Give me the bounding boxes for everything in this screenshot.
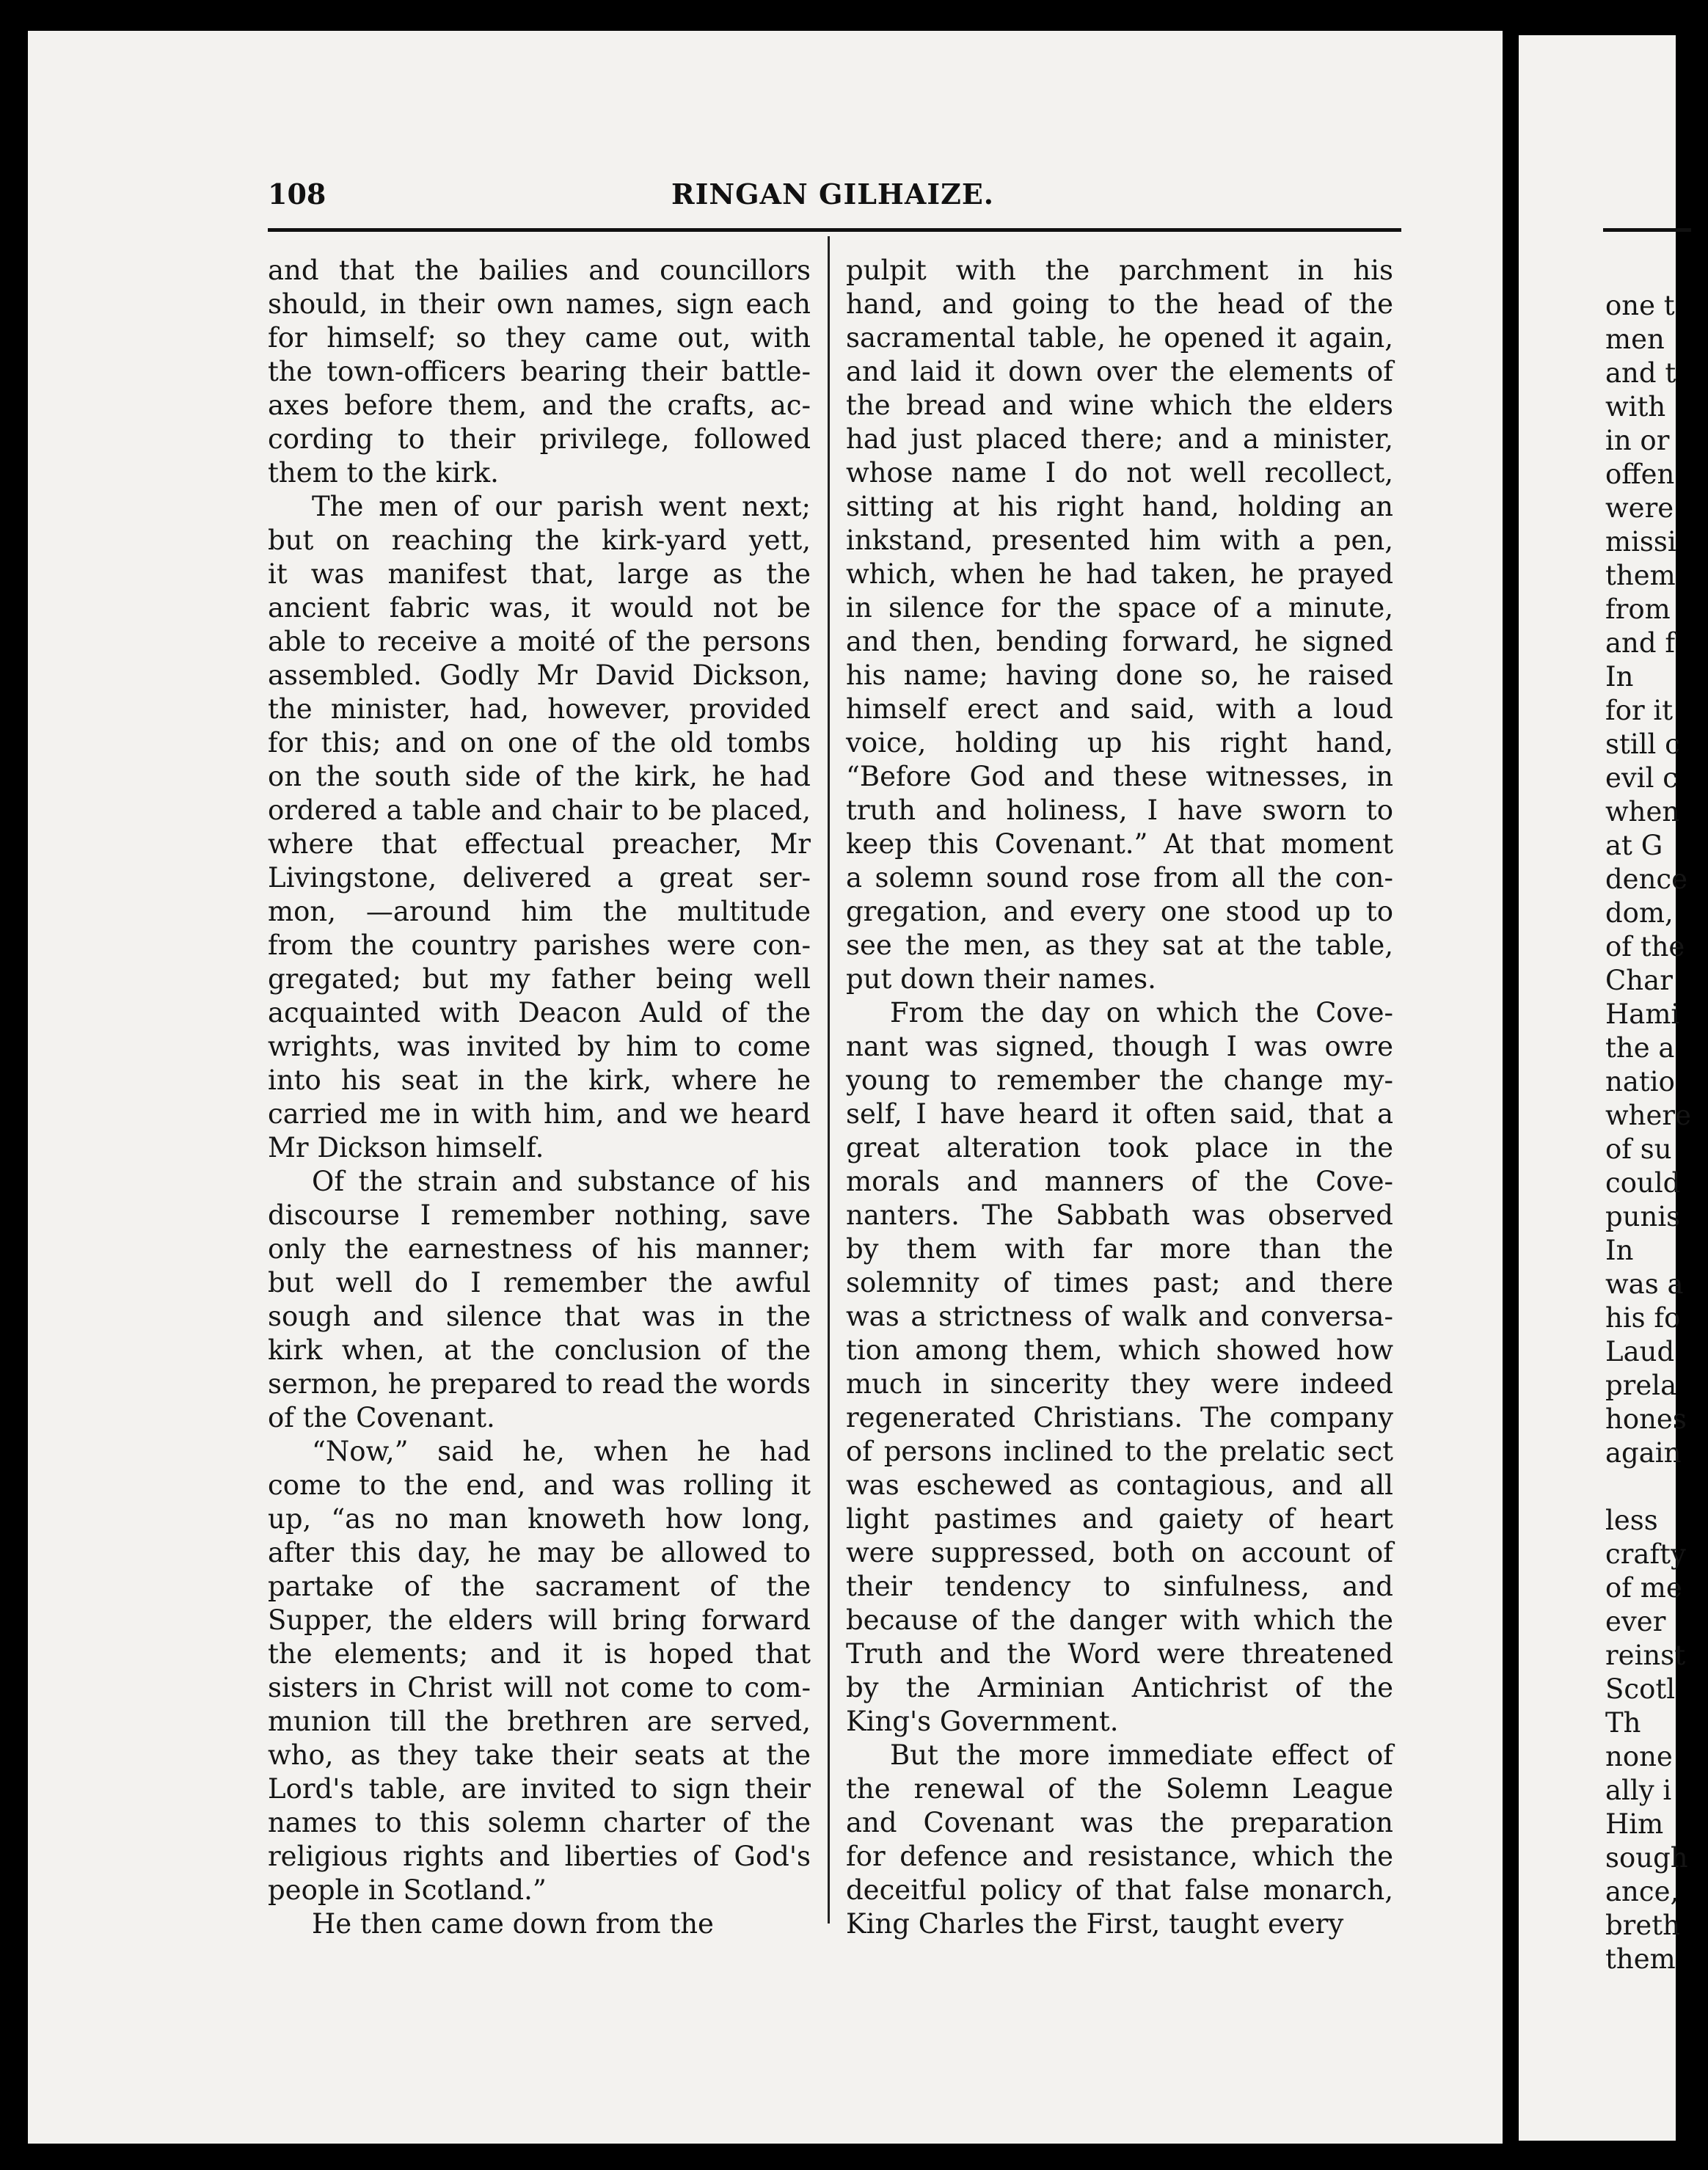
text-line: He then came down from the bbox=[312, 1908, 714, 1940]
text-line: much in sincerity they were indeed bbox=[846, 1368, 1393, 1400]
text-line: gregation, and every one stood up to bbox=[846, 896, 1393, 927]
text-line: deceitful policy of that false monarch, bbox=[846, 1874, 1393, 1906]
text-line: acquainted with Deacon Auld of the bbox=[268, 997, 811, 1029]
text-line: his name; having done so, he raised bbox=[846, 660, 1393, 691]
text-line: sacramental table, he opened it again, bbox=[846, 322, 1393, 354]
facing-page bbox=[1519, 35, 1691, 2141]
text-line: himself erect and said, with a loud bbox=[846, 693, 1393, 725]
text-line: sermon, he prepared to read the words bbox=[268, 1368, 811, 1400]
text-line-fragment: punis bbox=[1605, 1201, 1681, 1232]
text-line: solemnity of times past; and there bbox=[846, 1267, 1393, 1298]
text-line: axes before them, and the crafts, ac- bbox=[268, 390, 811, 421]
text-line-fragment: ally i bbox=[1605, 1775, 1672, 1806]
text-line: King Charles the First, taught every bbox=[846, 1908, 1344, 1940]
text-line: a solemn sound rose from all the con- bbox=[846, 862, 1393, 894]
text-line-fragment: less bbox=[1605, 1505, 1658, 1536]
text-line-fragment: offen bbox=[1605, 459, 1675, 490]
text-line: gregated; but my father being well bbox=[268, 963, 811, 995]
facing-page-header-rule bbox=[1603, 228, 1691, 232]
text-line: and then, bending forward, he signed bbox=[846, 626, 1393, 657]
text-line: up, “as no man knoweth how long, bbox=[268, 1503, 811, 1535]
text-line: the elements; and it is hoped that bbox=[268, 1638, 811, 1670]
text-line-fragment: still c bbox=[1605, 728, 1680, 760]
text-line: pulpit with the parchment in his bbox=[846, 255, 1393, 286]
text-line: hand, and going to the head of the bbox=[846, 288, 1393, 320]
text-line: carried me in with him, and we heard bbox=[268, 1098, 811, 1130]
text-line-fragment: where bbox=[1605, 1100, 1691, 1131]
text-line: cording to their privilege, followed bbox=[268, 423, 811, 455]
text-line: from the country parishes were con- bbox=[268, 929, 811, 961]
text-line: into his seat in the kirk, where he bbox=[268, 1064, 811, 1096]
text-line: Livingstone, delivered a great ser- bbox=[268, 862, 811, 894]
text-line-fragment: at G bbox=[1605, 830, 1663, 861]
text-line: able to receive a moité of the persons bbox=[268, 626, 811, 657]
text-line: morals and manners of the Cove- bbox=[846, 1166, 1393, 1197]
text-line-fragment: ance, bbox=[1605, 1876, 1679, 1907]
header-rule bbox=[268, 228, 1401, 232]
text-line: by them with far more than the bbox=[846, 1233, 1393, 1265]
text-line: their tendency to sinfulness, and bbox=[846, 1571, 1393, 1602]
text-line-fragment: dence bbox=[1605, 863, 1688, 895]
text-line-fragment: the a bbox=[1605, 1032, 1675, 1064]
text-line: the minister, had, however, provided bbox=[268, 693, 811, 725]
text-line: Truth and the Word were threatened bbox=[846, 1638, 1393, 1670]
text-line-fragment: natio bbox=[1605, 1066, 1675, 1097]
text-line: for defence and resistance, which the bbox=[846, 1841, 1393, 1872]
text-line: and that the bailies and councillors bbox=[268, 255, 811, 286]
text-line: after this day, he may be allowed to bbox=[268, 1537, 811, 1568]
text-line: wrights, was invited by him to come bbox=[268, 1031, 811, 1062]
text-line: mon, —around him the multitude bbox=[268, 896, 811, 927]
left-column bbox=[268, 254, 811, 1941]
text-line-fragment: prela bbox=[1605, 1370, 1677, 1401]
text-line: kirk when, at the conclusion of the bbox=[268, 1334, 811, 1366]
text-line: inkstand, presented him with a pen, bbox=[846, 525, 1393, 556]
text-line: them to the kirk. bbox=[268, 457, 499, 489]
text-line: whose name I do not well recollect, bbox=[846, 457, 1393, 489]
column-divider bbox=[828, 236, 830, 1924]
text-line-fragment: his fo bbox=[1605, 1302, 1681, 1334]
text-line: From the day on which the Cove- bbox=[890, 997, 1393, 1029]
text-line: for himself; so they came out, with bbox=[268, 322, 811, 354]
text-line: names to this solemn charter of the bbox=[268, 1807, 811, 1838]
text-line: light pastimes and gaiety of heart bbox=[846, 1503, 1393, 1535]
text-line: religious rights and liberties of God's bbox=[268, 1841, 811, 1872]
text-line: of the Covenant. bbox=[268, 1402, 495, 1433]
text-line-fragment: with bbox=[1605, 391, 1666, 423]
text-line: in silence for the space of a minute, bbox=[846, 592, 1393, 624]
text-line: should, in their own names, sign each bbox=[268, 288, 811, 320]
text-line-fragment: of the bbox=[1605, 931, 1685, 962]
text-line: come to the end, and was rolling it bbox=[268, 1469, 811, 1501]
text-line: and laid it down over the elements of bbox=[846, 356, 1393, 387]
text-line: was eschewed as contagious, and all bbox=[846, 1469, 1393, 1501]
text-line-fragment: for it bbox=[1605, 695, 1674, 726]
text-line-fragment: ever bbox=[1605, 1606, 1666, 1637]
text-line: people in Scotland.” bbox=[268, 1874, 547, 1906]
binding-gutter bbox=[1503, 0, 1519, 2170]
text-line-fragment: evil c bbox=[1605, 762, 1678, 794]
text-line: young to remember the change my- bbox=[846, 1064, 1393, 1096]
text-line-fragment: In bbox=[1605, 1235, 1634, 1266]
text-line: on the south side of the kirk, he had bbox=[268, 761, 811, 792]
text-line: Mr Dickson himself. bbox=[268, 1132, 544, 1163]
text-line-fragment: sough bbox=[1605, 1842, 1688, 1874]
text-line: regenerated Christians. The company bbox=[846, 1402, 1393, 1433]
text-line: King's Government. bbox=[846, 1706, 1119, 1737]
text-line: nant was signed, though I was owre bbox=[846, 1031, 1393, 1062]
text-line-fragment: could bbox=[1605, 1167, 1681, 1199]
text-line-fragment: dom, bbox=[1605, 897, 1674, 929]
text-line-fragment: breth bbox=[1605, 1910, 1680, 1941]
text-line-fragment: and t bbox=[1605, 357, 1676, 389]
text-line: it was manifest that, large as the bbox=[268, 558, 811, 590]
text-line-fragment: hones bbox=[1605, 1403, 1687, 1435]
text-line: for this; and on one of the old tombs bbox=[268, 727, 811, 759]
text-line: were suppressed, both on account of bbox=[846, 1537, 1393, 1568]
text-line: discourse I remember nothing, save bbox=[268, 1199, 811, 1231]
text-line: but on reaching the kirk-yard yett, bbox=[268, 525, 811, 556]
text-line: because of the danger with which the bbox=[846, 1604, 1393, 1636]
text-line: where that effectual preacher, Mr bbox=[268, 828, 811, 860]
text-line: keep this Covenant.” At that moment bbox=[846, 828, 1393, 860]
text-line: but well do I remember the awful bbox=[268, 1267, 811, 1298]
text-line-fragment: Laud bbox=[1605, 1336, 1675, 1367]
text-line-fragment: one t bbox=[1605, 290, 1675, 321]
page-number: 108 bbox=[268, 178, 326, 211]
text-line: which, when he had taken, he prayed bbox=[846, 558, 1393, 590]
text-line: was a strictness of walk and conversa- bbox=[846, 1301, 1393, 1332]
text-line: partake of the sacrament of the bbox=[268, 1571, 811, 1602]
text-line-fragment: Hami bbox=[1605, 998, 1680, 1030]
text-line: nanters. The Sabbath was observed bbox=[846, 1199, 1393, 1231]
text-line-fragment: them bbox=[1605, 560, 1676, 591]
text-line: ancient fabric was, it would not be bbox=[268, 592, 811, 624]
running-title: RINGAN GILHAIZE. bbox=[671, 178, 995, 211]
text-line-fragment: them bbox=[1605, 1943, 1676, 1975]
text-line: sisters in Christ will not come to com- bbox=[268, 1672, 811, 1703]
text-line-fragment: in or bbox=[1605, 425, 1670, 456]
text-line: of persons inclined to the prelatic sect bbox=[846, 1436, 1393, 1467]
text-line-fragment: when bbox=[1605, 796, 1680, 828]
text-line: only the earnestness of his manner; bbox=[268, 1233, 811, 1265]
text-line-fragment: Char bbox=[1605, 965, 1673, 996]
text-line-fragment: crafty bbox=[1605, 1538, 1686, 1570]
text-line-fragment: In bbox=[1605, 661, 1634, 693]
text-line: great alteration took place in the bbox=[846, 1132, 1393, 1163]
text-line: the bread and wine which the elders bbox=[846, 390, 1393, 421]
text-line: the town-officers bearing their battle- bbox=[268, 356, 811, 387]
text-line-fragment: missi bbox=[1605, 526, 1676, 558]
text-line: ordered a table and chair to be placed, bbox=[268, 794, 811, 826]
text-line: Of the strain and substance of his bbox=[312, 1166, 811, 1197]
text-line-fragment: Scotl bbox=[1605, 1673, 1676, 1705]
text-line-fragment: Th bbox=[1605, 1707, 1641, 1739]
text-line: and Covenant was the preparation bbox=[846, 1807, 1393, 1838]
text-line: Supper, the elders will bring forward bbox=[268, 1604, 811, 1636]
text-line: But the more immediate effect of bbox=[890, 1739, 1393, 1771]
text-line-fragment bbox=[1605, 1470, 1708, 1504]
text-line-fragment: men bbox=[1605, 324, 1665, 355]
text-line: voice, holding up his right hand, bbox=[846, 727, 1393, 759]
text-line-fragment: reinst bbox=[1605, 1640, 1686, 1671]
text-line-fragment: Him bbox=[1605, 1808, 1664, 1840]
text-line: sitting at his right hand, holding an bbox=[846, 491, 1393, 522]
text-line: assembled. Godly Mr David Dickson, bbox=[268, 660, 811, 691]
text-line: the renewal of the Solemn League bbox=[846, 1773, 1393, 1805]
text-line: “Now,” said he, when he had bbox=[312, 1436, 811, 1467]
text-line: “Before God and these witnesses, in bbox=[846, 761, 1393, 792]
text-line: Lord's table, are invited to sign their bbox=[268, 1773, 811, 1805]
text-line: had just placed there; and a minister, bbox=[846, 423, 1393, 455]
facing-page-column bbox=[1605, 289, 1708, 1976]
text-line: who, as they take their seats at the bbox=[268, 1739, 811, 1771]
text-line-fragment: and f bbox=[1605, 627, 1676, 659]
text-line-fragment: was a bbox=[1605, 1268, 1684, 1300]
running-header bbox=[268, 178, 1401, 222]
text-line-fragment: of su bbox=[1605, 1133, 1672, 1165]
text-line: self, I have heard it often said, that a bbox=[846, 1098, 1393, 1130]
text-line-fragment: again bbox=[1605, 1437, 1682, 1469]
text-line: tion among them, which showed how bbox=[846, 1334, 1393, 1366]
text-line-fragment: of me bbox=[1605, 1572, 1682, 1604]
right-column bbox=[846, 254, 1393, 1941]
text-line-fragment: were bbox=[1605, 492, 1674, 524]
text-line-fragment: from bbox=[1605, 593, 1671, 625]
text-line: sough and silence that was in the bbox=[268, 1301, 811, 1332]
text-line: see the men, as they sat at the table, bbox=[846, 929, 1393, 961]
text-line: munion till the brethren are served, bbox=[268, 1706, 811, 1737]
text-line: by the Arminian Antichrist of the bbox=[846, 1672, 1393, 1703]
text-line: truth and holiness, I have sworn to bbox=[846, 794, 1393, 826]
text-line: put down their names. bbox=[846, 963, 1156, 995]
text-line-fragment: none bbox=[1605, 1741, 1673, 1772]
text-line: The men of our parish went next; bbox=[312, 491, 811, 522]
